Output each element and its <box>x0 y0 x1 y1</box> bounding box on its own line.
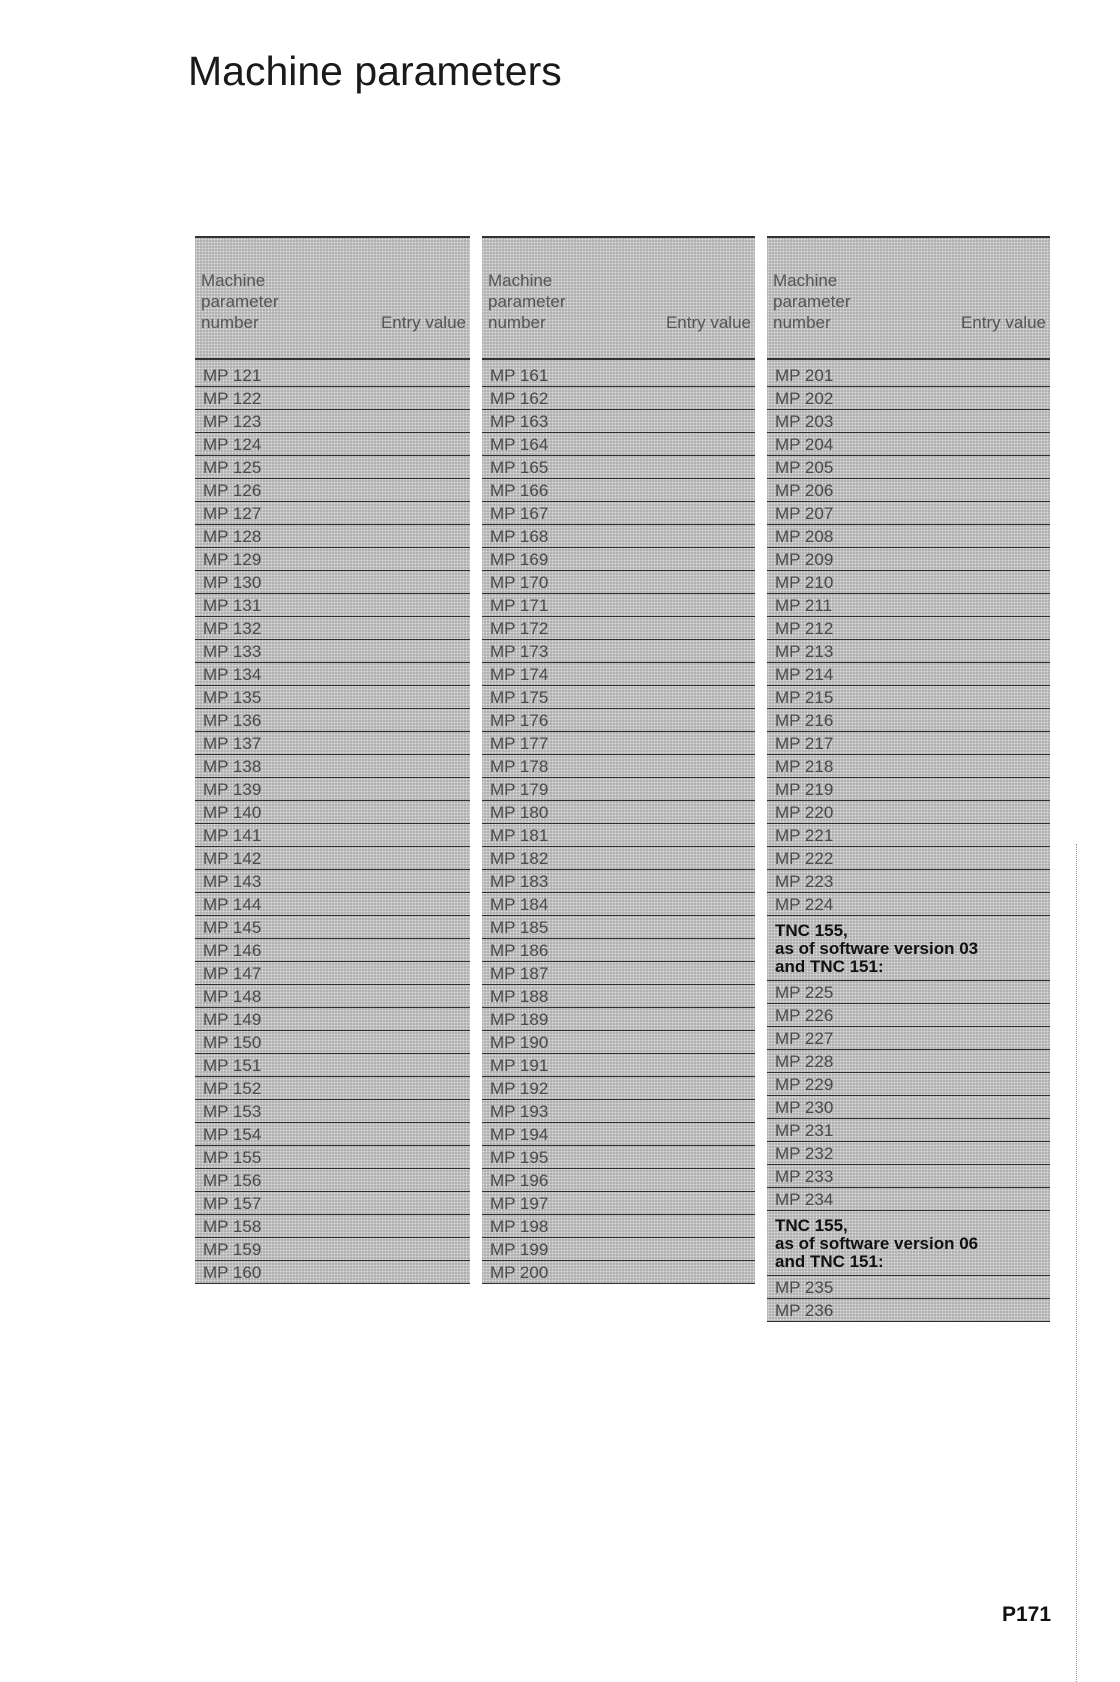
table-row: MP 173 <box>482 640 755 663</box>
table-row: MP 144 <box>195 893 470 916</box>
table-row: MP 208 <box>767 525 1050 548</box>
table-row: MP 231 <box>767 1119 1050 1142</box>
table-row: MP 159 <box>195 1238 470 1261</box>
table-row: MP 150 <box>195 1031 470 1054</box>
header-label-line: Machine <box>201 271 266 290</box>
table-row: MP 160 <box>195 1261 470 1284</box>
header-label-line: number <box>488 313 546 332</box>
table-row: MP 191 <box>482 1054 755 1077</box>
table-row: MP 228 <box>767 1050 1050 1073</box>
table-row: MP 155 <box>195 1146 470 1169</box>
table-row: MP 206 <box>767 479 1050 502</box>
table-header <box>767 238 1050 360</box>
table-row: MP 161 <box>482 364 755 387</box>
table-row: MP 165 <box>482 456 755 479</box>
table-row: MP 124 <box>195 433 470 456</box>
table-row: MP 145 <box>195 916 470 939</box>
table-row: MP 177 <box>482 732 755 755</box>
table-row: MP 168 <box>482 525 755 548</box>
table-row: MP 224 <box>767 893 1050 916</box>
table-row: MP 181 <box>482 824 755 847</box>
table-row: MP 189 <box>482 1008 755 1031</box>
table-row: MP 205 <box>767 456 1050 479</box>
header-label-line: number <box>201 313 259 332</box>
table-row: MP 221 <box>767 824 1050 847</box>
header-entry-label: Entry value <box>380 313 466 332</box>
page-title: Machine parameters <box>188 48 562 94</box>
table-row: MP 223 <box>767 870 1050 893</box>
table-row: MP 195 <box>482 1146 755 1169</box>
table-row: MP 149 <box>195 1008 470 1031</box>
table-row: MP 126 <box>195 479 470 502</box>
table-row: MP 214 <box>767 663 1050 686</box>
table-row: MP 172 <box>482 617 755 640</box>
table-row: MP 127 <box>195 502 470 525</box>
note-line: TNC 155, <box>775 921 848 940</box>
table-row: MP 218 <box>767 755 1050 778</box>
table-row: MP 171 <box>482 594 755 617</box>
table-row: MP 196 <box>482 1169 755 1192</box>
header-label-line: parameter <box>201 292 279 311</box>
table-row: MP 158 <box>195 1215 470 1238</box>
header-number-label <box>488 270 598 333</box>
table-rows <box>482 360 755 1284</box>
table-row: MP 199 <box>482 1238 755 1261</box>
table-row: MP 188 <box>482 985 755 1008</box>
table-row: MP 129 <box>195 548 470 571</box>
table-row: MP 235 <box>767 1276 1050 1299</box>
table-row: MP 164 <box>482 433 755 456</box>
table-row: MP 186 <box>482 939 755 962</box>
table-row: MP 192 <box>482 1077 755 1100</box>
note-line: and TNC 151: <box>775 1252 884 1271</box>
table-row: MP 211 <box>767 594 1050 617</box>
table-row: MP 122 <box>195 387 470 410</box>
table-row: MP 232 <box>767 1142 1050 1165</box>
table-row: MP 162 <box>482 387 755 410</box>
table-row: MP 202 <box>767 387 1050 410</box>
table-row: MP 204 <box>767 433 1050 456</box>
table-row: MP 133 <box>195 640 470 663</box>
header-label-line: parameter <box>488 292 566 311</box>
parameter-table-column-1 <box>195 236 470 1284</box>
table-rows <box>195 360 470 1284</box>
table-row: MP 185 <box>482 916 755 939</box>
table-row: MP 219 <box>767 778 1050 801</box>
table-header <box>482 238 755 360</box>
table-row: MP 169 <box>482 548 755 571</box>
table-row: MP 139 <box>195 778 470 801</box>
table-row: MP 154 <box>195 1123 470 1146</box>
table-row: MP 143 <box>195 870 470 893</box>
table-row: MP 121 <box>195 364 470 387</box>
table-row: MP 200 <box>482 1261 755 1284</box>
table-row: MP 187 <box>482 962 755 985</box>
table-row: MP 234 <box>767 1188 1050 1211</box>
table-row: MP 183 <box>482 870 755 893</box>
table-row: MP 174 <box>482 663 755 686</box>
header-number-label <box>201 270 311 333</box>
table-row: MP 220 <box>767 801 1050 824</box>
table-row: MP 233 <box>767 1165 1050 1188</box>
table-row: MP 236 <box>767 1299 1050 1322</box>
table-row: MP 147 <box>195 962 470 985</box>
note-line: as of software version 06 <box>775 1234 979 1253</box>
table-row: MP 209 <box>767 548 1050 571</box>
header-entry-label: Entry value <box>960 313 1046 332</box>
table-row: MP 163 <box>482 410 755 433</box>
table-row: MP 151 <box>195 1054 470 1077</box>
note-line: and TNC 151: <box>775 957 884 976</box>
header-entry-label: Entry value <box>665 313 751 332</box>
header-label-line: Machine <box>773 271 838 290</box>
table-row: MP 213 <box>767 640 1050 663</box>
header-label-line: number <box>773 313 831 332</box>
table-row: MP 179 <box>482 778 755 801</box>
table-row: MP 153 <box>195 1100 470 1123</box>
table-row: MP 136 <box>195 709 470 732</box>
table-row: MP 217 <box>767 732 1050 755</box>
table-row: MP 180 <box>482 801 755 824</box>
row-group <box>767 364 1050 916</box>
table-row: MP 141 <box>195 824 470 847</box>
table-row: MP 157 <box>195 1192 470 1215</box>
table-row: MP 132 <box>195 617 470 640</box>
table-row: MP 203 <box>767 410 1050 433</box>
table-row: MP 212 <box>767 617 1050 640</box>
table-row: MP 210 <box>767 571 1050 594</box>
table-row: MP 230 <box>767 1096 1050 1119</box>
header-number-label <box>773 270 883 333</box>
table-row: MP 156 <box>195 1169 470 1192</box>
table-row: MP 170 <box>482 571 755 594</box>
table-row: MP 182 <box>482 847 755 870</box>
table-row: MP 216 <box>767 709 1050 732</box>
table-row: MP 148 <box>195 985 470 1008</box>
table-row: MP 140 <box>195 801 470 824</box>
table-row: MP 175 <box>482 686 755 709</box>
table-row: MP 167 <box>482 502 755 525</box>
header-label-line: parameter <box>773 292 851 311</box>
page-number: P171 <box>1002 1603 1052 1626</box>
note-line: as of software version 03 <box>775 939 979 958</box>
software-version-note <box>767 916 1050 981</box>
page-edge-line <box>1076 844 1077 1682</box>
table-row: MP 125 <box>195 456 470 479</box>
table-row: MP 128 <box>195 525 470 548</box>
table-row: MP 190 <box>482 1031 755 1054</box>
table-row: MP 201 <box>767 364 1050 387</box>
table-row: MP 123 <box>195 410 470 433</box>
table-row: MP 135 <box>195 686 470 709</box>
table-row: MP 222 <box>767 847 1050 870</box>
table-row: MP 178 <box>482 755 755 778</box>
table-row: MP 198 <box>482 1215 755 1238</box>
table-row: MP 225 <box>767 981 1050 1004</box>
table-row: MP 137 <box>195 732 470 755</box>
table-row: MP 142 <box>195 847 470 870</box>
parameter-table-column-3 <box>767 236 1050 1322</box>
table-row: MP 184 <box>482 893 755 916</box>
table-row: MP 134 <box>195 663 470 686</box>
table-row: MP 197 <box>482 1192 755 1215</box>
table-row: MP 215 <box>767 686 1050 709</box>
table-row: MP 226 <box>767 1004 1050 1027</box>
table-row: MP 166 <box>482 479 755 502</box>
table-rows <box>767 360 1050 1322</box>
table-row: MP 152 <box>195 1077 470 1100</box>
table-header <box>195 238 470 360</box>
table-row: MP 229 <box>767 1073 1050 1096</box>
header-label-line: Machine <box>488 271 553 290</box>
table-row: MP 130 <box>195 571 470 594</box>
note-line: TNC 155, <box>775 1216 848 1235</box>
table-row: MP 131 <box>195 594 470 617</box>
table-row: MP 227 <box>767 1027 1050 1050</box>
table-row: MP 138 <box>195 755 470 778</box>
parameter-table-column-2 <box>482 236 755 1284</box>
table-row: MP 193 <box>482 1100 755 1123</box>
software-version-note <box>767 1211 1050 1276</box>
table-row: MP 146 <box>195 939 470 962</box>
table-row: MP 194 <box>482 1123 755 1146</box>
row-group <box>767 1276 1050 1322</box>
table-row: MP 176 <box>482 709 755 732</box>
row-group <box>767 981 1050 1211</box>
table-row: MP 207 <box>767 502 1050 525</box>
